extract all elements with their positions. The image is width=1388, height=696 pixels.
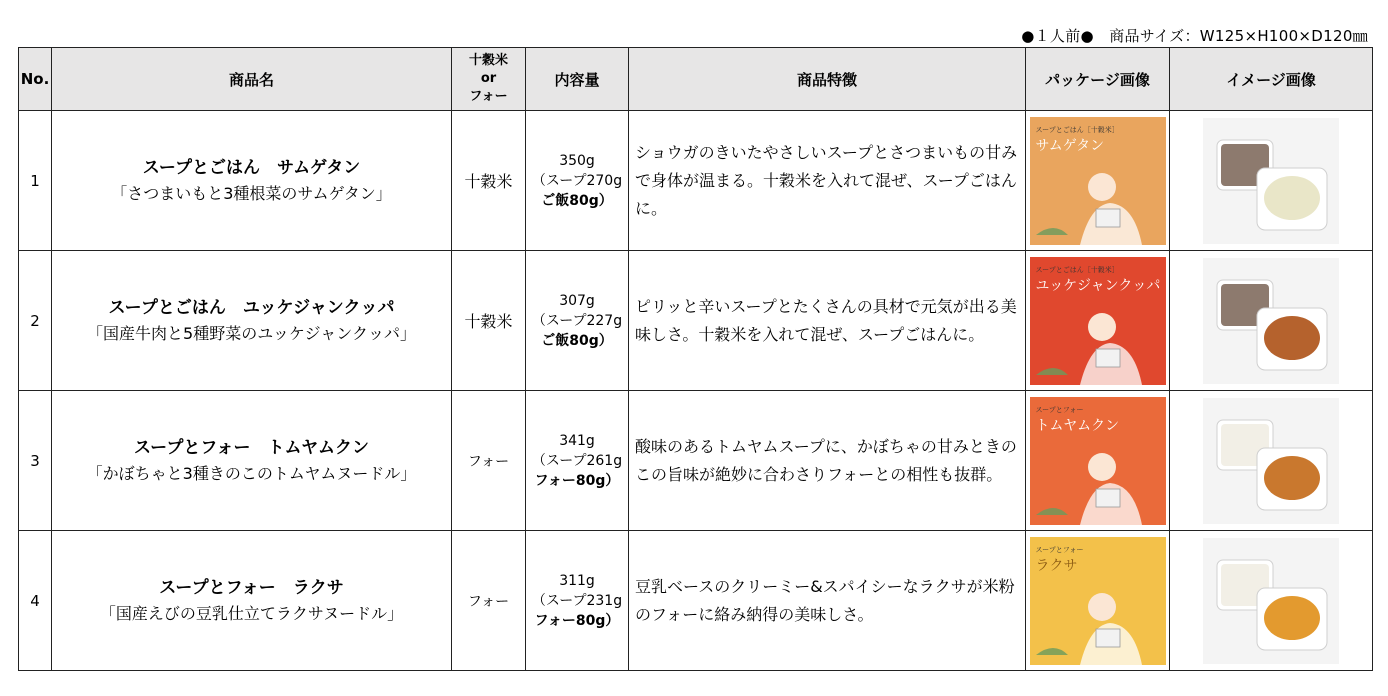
row-number: 1 [19, 111, 52, 251]
product-feature: 豆乳ベースのクリーミー&スパイシーなラクサが米粉のフォーに絡み納得の美味しさ。 [629, 531, 1026, 671]
volume-cell [526, 531, 629, 671]
header-grain-line3: フォー [469, 89, 508, 104]
product-name-cell [52, 251, 452, 391]
package-product-name: ユッケジャンクッパ [1035, 277, 1161, 294]
package-image [1030, 117, 1166, 245]
product-title: スープとごはん サムゲタン [142, 157, 361, 178]
volume-base: フォー80g） [534, 612, 620, 629]
grain-type: 十穀米 [452, 111, 526, 251]
volume-total: 307g [559, 292, 595, 309]
image-cell [1170, 531, 1373, 671]
package-image-cell [1026, 391, 1170, 531]
volume-total: 311g [559, 572, 595, 589]
table-row [19, 251, 1373, 391]
product-photo [1203, 118, 1339, 244]
volume-base: フォー80g） [534, 472, 620, 489]
row-number: 3 [19, 391, 52, 531]
product-name-cell [52, 391, 452, 531]
package-image-cell [1026, 111, 1170, 251]
product-subtitle: 「国産えびの豆乳仕立てラクサヌードル」 [99, 603, 404, 623]
package-product-name: トムヤムクン [1035, 417, 1120, 434]
product-photo [1203, 258, 1339, 384]
header-grain-line2: or [480, 71, 497, 86]
volume-cell [526, 111, 629, 251]
product-title: スープとフォー ラクサ [159, 577, 344, 598]
product-subtitle: 「かぼちゃと3種きのこのトムヤムヌードル」 [86, 463, 417, 483]
volume-soup: （スープ270g [531, 172, 623, 189]
package-image-cell [1026, 531, 1170, 671]
photo-illustration [1203, 398, 1339, 524]
row-number: 2 [19, 251, 52, 391]
volume-total: 341g [559, 432, 595, 449]
header-image: イメージ画像 [1170, 48, 1373, 111]
package-image [1030, 537, 1166, 665]
volume-cell [526, 391, 629, 531]
product-title: スープとごはん ユッケジャンクッパ [108, 297, 395, 318]
product-table [18, 47, 1373, 671]
photo-illustration [1203, 538, 1339, 664]
image-cell [1170, 391, 1373, 531]
header-volume: 内容量 [526, 48, 629, 111]
header-features: 商品特徴 [629, 48, 1026, 111]
table-row [19, 111, 1373, 251]
package-series-label: スープとフォー [1035, 545, 1084, 554]
header-no: No. [19, 48, 52, 111]
product-name-cell [52, 111, 452, 251]
header-grain [452, 48, 526, 111]
package-series-label: スープとごはん［十穀米］ [1035, 265, 1119, 274]
table-row [19, 391, 1373, 531]
product-subtitle: 「さつまいもと3種根菜のサムゲタン」 [111, 183, 392, 203]
grain-type: フォー [452, 391, 526, 531]
image-cell [1170, 111, 1373, 251]
photo-illustration [1203, 258, 1339, 384]
header-grain-line1: 十穀米 [468, 53, 508, 68]
package-image [1030, 257, 1166, 385]
volume-cell [526, 251, 629, 391]
grain-type: フォー [452, 531, 526, 671]
header-name: 商品名 [52, 48, 452, 111]
package-image [1030, 397, 1166, 525]
package-series-label: スープとごはん［十穀米］ [1035, 125, 1119, 134]
volume-total: 350g [559, 152, 595, 169]
product-photo [1203, 398, 1339, 524]
package-series-label: スープとフォー [1035, 405, 1084, 414]
product-title: スープとフォー トムヤムクン [134, 437, 369, 458]
product-size-note: ●１人前● 商品サイズ：W125×H100×D120㎜ [1021, 27, 1368, 45]
volume-base: ご飯80g） [541, 332, 613, 349]
image-cell [1170, 251, 1373, 391]
product-feature: ショウガのきいたやさしいスープとさつまいもの甘みで身体が温まる。十穀米を入れて混ぜ、スープごはんに。 [629, 111, 1026, 251]
product-subtitle: 「国産牛肉と5種野菜のユッケジャンクッパ」 [87, 323, 416, 343]
product-feature: ピリッと辛いスープとたくさんの具材で元気が出る美味しさ。十穀米を入れて混ぜ、スープごはんに。 [629, 251, 1026, 391]
grain-type: 十穀米 [452, 251, 526, 391]
header-row [19, 48, 1373, 111]
volume-soup: （スープ261g [531, 452, 623, 469]
product-photo [1203, 538, 1339, 664]
volume-base: ご飯80g） [541, 192, 613, 209]
table-row [19, 531, 1373, 671]
photo-illustration [1203, 118, 1339, 244]
package-image-cell [1026, 251, 1170, 391]
volume-soup: （スープ231g [531, 592, 623, 609]
package-product-name: ラクサ [1035, 557, 1078, 574]
product-name-cell [52, 531, 452, 671]
package-product-name: サムゲタン [1035, 137, 1105, 154]
row-number: 4 [19, 531, 52, 671]
volume-soup: （スープ227g [531, 312, 623, 329]
header-package: パッケージ画像 [1026, 48, 1170, 111]
product-feature: 酸味のあるトムヤムスープに、かぼちゃの甘みときのこの旨味が絶妙に合わさりフォーとの相性も抜群。 [629, 391, 1026, 531]
